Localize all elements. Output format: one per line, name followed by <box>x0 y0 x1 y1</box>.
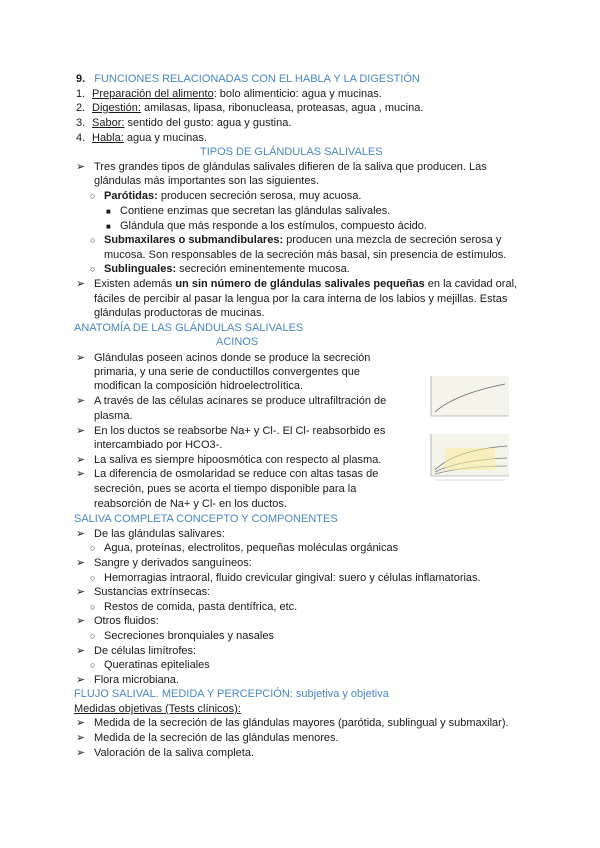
square-bullet-icon: ■ <box>106 207 111 216</box>
saliva-flow-figure <box>425 372 513 484</box>
bullet-continuation: glándulas más importantes son las siguientes. <box>94 175 320 187</box>
bullet-item: ➢ La saliva es siempre hipoosmótica con respecto al plasma. <box>76 454 382 466</box>
bullet-item: ➢ La diferencia de osmolaridad se reduce con altas tasas de <box>76 468 379 480</box>
circle-bullet-icon: ○ <box>90 191 96 201</box>
sub-sub-bullet-item: ■ Contiene enzimas que secretan las glándulas salivales. <box>106 205 391 217</box>
sub-bullet-item: ○ Secreciones bronquiales y nasales <box>90 630 274 642</box>
figure-graphic <box>425 372 513 484</box>
upper-plot-bg <box>431 376 509 416</box>
arrow-bullet-icon: ➢ <box>76 528 86 540</box>
bullet-item: ➢ A través de las células acinares se produce ultrafiltración de <box>76 395 387 407</box>
sub-bullet-item: ○ Restos de comida, pasta dentífrica, etc. <box>90 601 298 613</box>
arrow-bullet-icon: ➢ <box>76 747 86 759</box>
sub-sub-bullet-item: ■ Glándula que más responde a los estímulos, compuesto ácido. <box>106 220 427 232</box>
bullet-continuation: fáciles de percibir al pasar la lengua por la cara interna de los labios y mejillas. Estas <box>94 293 508 305</box>
bullet-item: ➢ Medida de la secreción de las glándulas menores. <box>76 732 339 744</box>
sub-bullet-item: ○ Hemorragias intraoral, fluido crevicular gingival: suero y células inflamatorias. <box>90 572 481 584</box>
anatomia-heading: ANATOMÍA DE LAS GLÁNDULAS SALIVALES <box>74 322 304 334</box>
circle-bullet-icon: ○ <box>90 602 96 612</box>
arrow-bullet-icon: ➢ <box>76 615 86 627</box>
sub-bullet-item: ○ Parótidas: producen secreción serosa, muy acuosa. <box>90 190 362 202</box>
arrow-bullet-icon: ➢ <box>76 395 86 407</box>
circle-bullet-icon: ○ <box>90 573 96 583</box>
arrow-bullet-icon: ➢ <box>76 717 86 729</box>
sub-bullet-continuation: mucosa. Son responsables de la secreción más basal, sin presencia de estímulos. <box>104 249 507 261</box>
arrow-bullet-icon: ➢ <box>76 645 86 657</box>
arrow-bullet-icon: ➢ <box>76 586 86 598</box>
bullet-item: ➢ Otros fluidos: <box>76 615 159 627</box>
arrow-bullet-icon: ➢ <box>76 454 86 466</box>
section-title: FUNCIONES RELACIONADAS CON EL HABLA Y LA DIGESTIÓN <box>94 73 420 85</box>
bullet-item: ➢ Tres grandes tipos de glándulas salivales difieren de la saliva que producen. Las <box>76 161 487 173</box>
list-item: 4. Habla: agua y mucinas. <box>76 132 207 144</box>
bullet-item: ➢ Valoración de la saliva completa. <box>76 747 254 759</box>
saliva-heading: SALIVA COMPLETA CONCEPTO Y COMPONENTES <box>74 513 338 525</box>
arrow-bullet-icon: ➢ <box>76 278 86 290</box>
bullet-item: ➢ En los ductos se reabsorbe Na+ y Cl-. El Cl- reabsorbido es <box>76 425 386 437</box>
bullet-item: ➢ De células limítrofes: <box>76 645 197 657</box>
acinos-subheading: ACINOS <box>216 336 259 348</box>
bullet-item: ➢ Sangre y derivados sanguíneos: <box>76 557 252 569</box>
bullet-item: ➢ Existen además un sin número de glándulas salivales pequeñas en la cavidad oral, <box>76 278 518 290</box>
circle-bullet-icon: ○ <box>90 264 96 274</box>
arrow-bullet-icon: ➢ <box>76 674 86 686</box>
bullet-item: ➢ Flora microbiana. <box>76 674 179 686</box>
arrow-bullet-icon: ➢ <box>76 732 86 744</box>
list-item: 2. Digestión: amilasas, lipasa, ribonucleasa, proteasas, agua , mucina. <box>76 102 424 114</box>
tipos-heading: TIPOS DE GLÁNDULAS SALIVALES <box>200 146 383 158</box>
arrow-bullet-icon: ➢ <box>76 352 86 364</box>
list-item: 3. Sabor: sentido del gusto: agua y gustina. <box>76 117 292 129</box>
circle-bullet-icon: ○ <box>90 543 96 553</box>
bullet-item: ➢ Sustancias extrínsecas: <box>76 586 211 598</box>
circle-bullet-icon: ○ <box>90 631 96 641</box>
bullet-item: ➢ Medida de la secreción de las glándulas mayores (parótida, sublingual y submaxilar). <box>76 717 509 729</box>
arrow-bullet-icon: ➢ <box>76 161 86 173</box>
section-number: 9. <box>76 73 86 85</box>
bullet-continuation: glándulas productoras de mucinas. <box>94 307 265 319</box>
bullet-continuation: plasma. <box>94 410 133 422</box>
circle-bullet-icon: ○ <box>90 660 96 670</box>
bullet-item: ➢ Glándulas poseen acinos donde se produce la secreción <box>76 352 371 364</box>
circle-bullet-icon: ○ <box>90 235 96 245</box>
bullet-continuation: modifican la composición hidroelectrolítica. <box>94 380 304 392</box>
lower-highlight <box>445 448 495 470</box>
square-bullet-icon: ■ <box>106 222 111 231</box>
arrow-bullet-icon: ➢ <box>76 557 86 569</box>
sub-bullet-item: ○ Submaxilares o submandibulares: producen una mezcla de secreción serosa y <box>90 234 502 246</box>
bullet-continuation: secreción, pues se acorta el tiempo disponible para la <box>94 483 357 495</box>
bullet-continuation: reabsorción de Na+ y Cl- en los ductos. <box>94 498 287 510</box>
arrow-bullet-icon: ➢ <box>76 468 86 480</box>
list-item: 1. Preparación del alimento: bolo alimenticio: agua y mucinas. <box>76 88 382 100</box>
sub-bullet-item: ○ Queratinas epiteliales <box>90 659 210 671</box>
bullet-continuation: intercambiado por HCO3-. <box>94 439 223 451</box>
sub-bullet-item: ○ Agua, proteínas, electrolitos, pequeñas moléculas orgánicas <box>90 542 399 554</box>
bullet-item: ➢ De las glándulas salivares: <box>76 528 225 540</box>
section-9-heading <box>76 72 420 86</box>
flujo-heading: FLUJO SALIVAL. MEDIDA Y PERCEPCIÓN: subjetiva y objetiva <box>74 688 389 700</box>
bullet-continuation: primaria, y una serie de conductillos convergentes que <box>94 366 360 378</box>
measures-title: Medidas objetivas (Tests clínicos): <box>74 703 241 715</box>
arrow-bullet-icon: ➢ <box>76 425 86 437</box>
sub-bullet-item: ○ Sublinguales: secreción eminentemente mucosa. <box>90 263 350 275</box>
